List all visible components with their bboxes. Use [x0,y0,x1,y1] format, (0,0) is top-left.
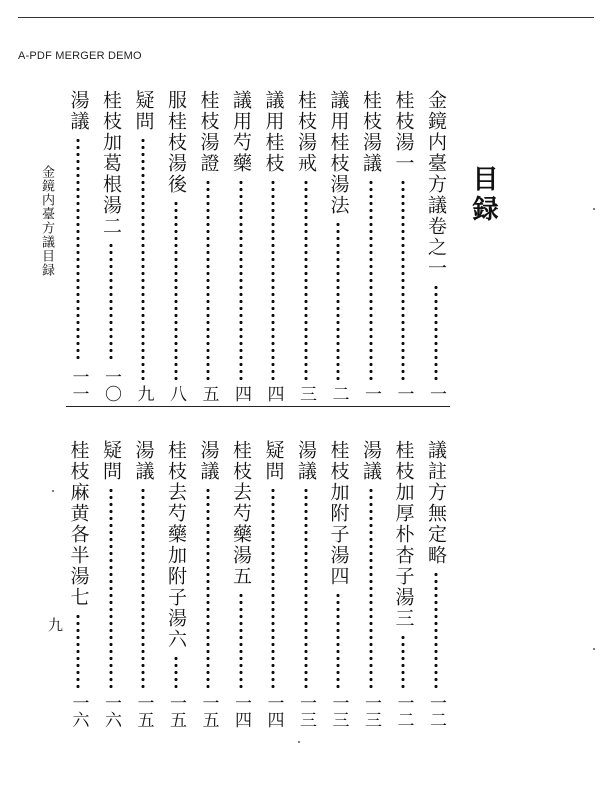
toc-entry-title: 議用芍藥 [230,90,252,174]
toc-dot-leader [239,592,243,689]
toc-entry-page: 一四 [263,694,284,728]
toc-entry-title: 桂枝加葛根湯二 [100,90,122,237]
toc-entry-title: 湯議 [295,440,317,482]
toc-entry [426,90,445,402]
toc-dot-leader [109,487,113,689]
toc-entry-title: 疑問 [132,90,155,132]
toc-entry-page: 八 [166,385,186,402]
toc-entry-title: 桂枝湯議 [360,90,382,174]
scan-speck [298,741,300,743]
scan-speck [593,208,595,210]
toc-entry [361,90,380,402]
toc-entry [264,90,283,402]
toc-entry-title: 服桂枝湯後 [165,90,187,195]
toc-dot-leader [206,179,210,380]
toc-entry-page: 一六 [101,694,121,728]
toc-entry-page: 五 [198,385,219,402]
toc-entry [394,90,413,402]
page-number: 九 [48,616,64,634]
toc-entry-title: 桂枝加厚朴杏子湯三 [392,440,415,629]
toc-dot-leader [271,179,275,380]
toc-entry-title: 湯議 [197,440,220,482]
toc-entry-title: 議註方無定略 [425,440,447,566]
toc-entry-title: 桂枝去芍藥加附子湯六 [165,440,187,650]
toc-entry [166,90,185,402]
toc-entry-page: 九 [133,385,154,402]
toc-entry [69,440,88,728]
toc-entry-title: 湯議 [67,90,90,132]
toc-dot-leader [141,487,145,689]
toc-entry-title: 湯議 [360,440,382,482]
toc-dot-leader [76,137,80,363]
toc-dot-leader [206,487,210,689]
toc-entry-page: 四 [231,385,251,402]
toc-entry-page: 一一 [68,368,89,402]
toc-dot-leader [76,613,80,689]
toc-entry [296,90,315,402]
toc-dot-leader [109,242,113,363]
toc-entry [101,90,120,402]
toc-entry-page: 一二 [393,694,414,728]
watermark: A-PDF MERGER DEMO [18,50,142,62]
toc-entry-title: 議用桂枝 [262,90,285,174]
toc-dot-leader [304,179,308,380]
running-title: 金鏡内臺方議目録 [39,165,54,277]
top-rule [18,17,594,18]
toc-entry [134,90,153,402]
toc-entry [296,440,315,728]
toc-entry [329,90,348,402]
toc-entry-page: 一四 [231,694,251,728]
toc-entry-page: 四 [263,385,284,402]
toc-entry [101,440,120,728]
toc-entry-page: 一 [393,385,414,402]
toc-entry-page: 一三 [361,694,381,728]
toc-dot-leader [336,221,340,380]
toc-entry [361,440,380,728]
toc-dot-leader [174,200,178,380]
toc-entry-title: 桂枝湯戒 [295,90,317,174]
toc-entry-page: 一五 [198,694,219,728]
toc-entry-page: 一三 [328,694,349,728]
toc-dot-leader [174,655,178,689]
toc-entry-page: 一〇 [101,368,121,402]
toc-entry-title: 議用桂枝湯法 [327,90,350,216]
page-heading: 目録 [468,165,498,225]
toc-entry-title: 金鏡内臺方議卷之一 [425,90,447,279]
toc-entry [231,440,250,728]
toc-dot-leader [434,284,438,380]
toc-entry [231,90,250,402]
toc-entry-title: 桂枝湯證 [197,90,220,174]
scan-speck [593,648,595,650]
toc-entry [264,440,283,728]
toc-entry-page: 一三 [296,694,316,728]
toc-entry-page: 一 [361,385,381,402]
toc-dot-leader [336,592,340,689]
toc-entry-page: 一 [426,385,446,402]
toc-entry [199,440,218,728]
toc-entry-page: 三 [296,385,316,402]
toc-entry-title: 桂枝湯一 [392,90,415,174]
toc-entry-page: 二 [328,385,349,402]
toc-dot-leader [401,634,405,689]
toc-entry [199,90,218,402]
toc-entry [69,90,88,402]
toc-entry-title: 桂枝麻黄各半湯七 [67,440,90,608]
toc-dot-leader [434,571,438,689]
toc-entry [394,440,413,728]
toc-dot-leader [304,487,308,689]
toc-dot-leader [239,179,243,380]
toc-entry-title: 疑問 [100,440,122,482]
toc-dot-leader [401,179,405,380]
section-divider [66,406,450,407]
toc-entry [166,440,185,728]
toc-dot-leader [369,487,373,689]
toc-dot-leader [141,137,145,380]
toc-entry-page: 一五 [133,694,154,728]
toc-entry-page: 一二 [426,694,446,728]
toc-entry [134,440,153,728]
toc-entry [329,440,348,728]
toc-entry-title: 疑問 [262,440,285,482]
scan-speck [52,490,54,492]
toc-entry [426,440,445,728]
toc-entry-title: 桂枝加附子湯四 [327,440,350,587]
toc-entry-page: 一六 [68,694,89,728]
toc-entry-title: 湯議 [132,440,155,482]
toc-entry-page: 一五 [166,694,186,728]
toc-dot-leader [369,179,373,380]
toc-entry-title: 桂枝去芍藥湯五 [230,440,252,587]
toc-dot-leader [271,487,275,689]
